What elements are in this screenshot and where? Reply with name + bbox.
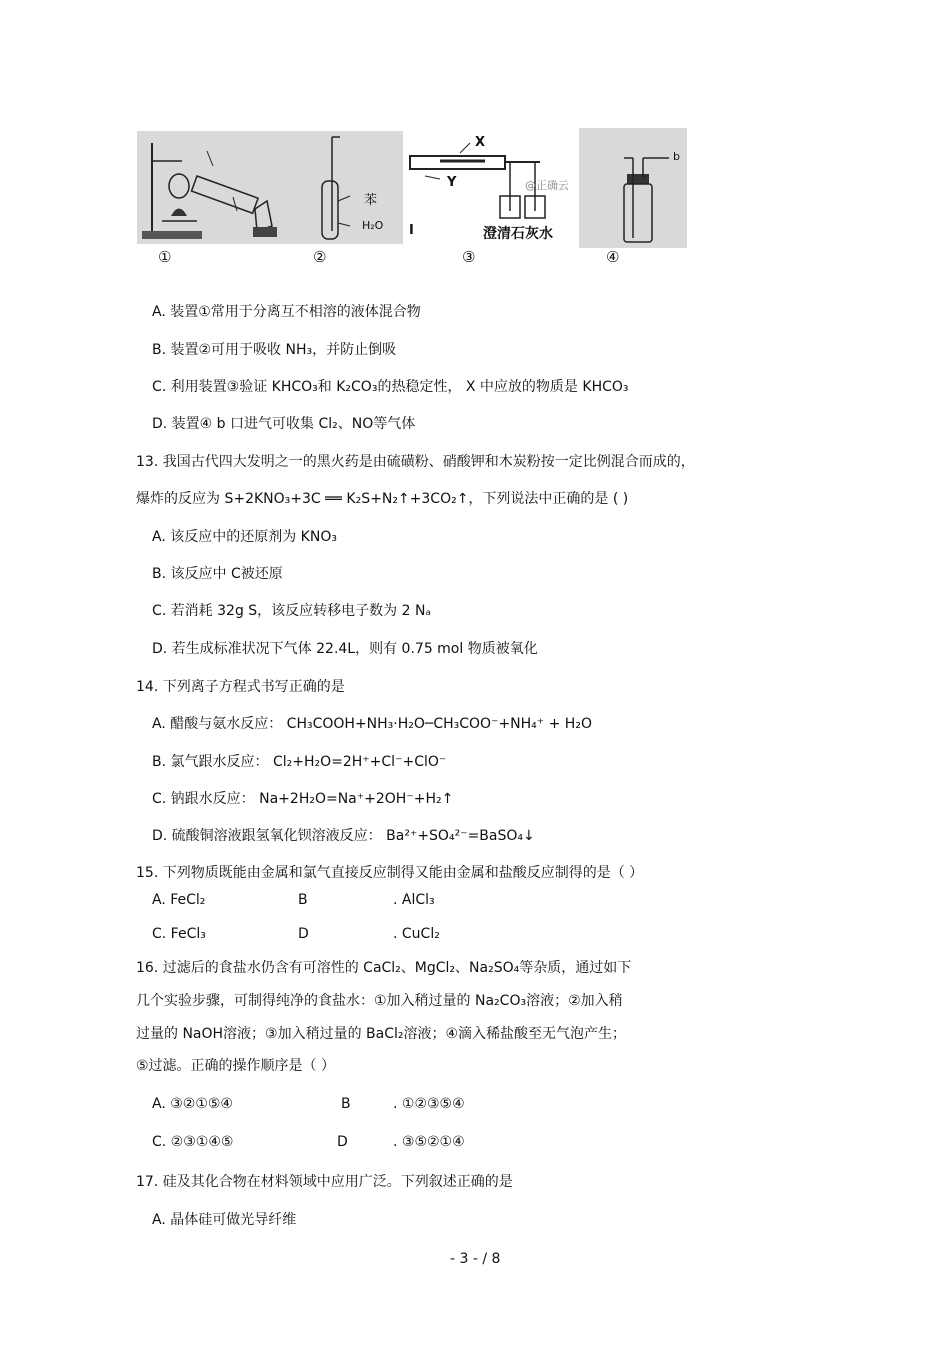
q14-option-d: D. 硫酸铜溶液跟氢氧化钡溶液反应： Ba²⁺+SO₄²⁻=BaSO₄↓ xyxy=(152,828,535,844)
q17-option-a: A. 晶体硅可做光导纤维 xyxy=(152,1212,297,1228)
benzene-label: 苯 xyxy=(364,193,378,208)
q17-stem: 17. 硅及其化合物在材料领域中应用广泛。下列叙述正确的是 xyxy=(136,1174,513,1190)
q12-option-d: D. 装置④ b 口进气可收集 Cl₂、NO等气体 xyxy=(152,416,416,432)
y-label: Y xyxy=(447,175,457,190)
test-tube-drawing xyxy=(302,131,403,244)
q16-stem-line3: 过量的 NaOH溶液；③加入稍过量的 BaCl₂溶液；④滴入稀盐酸至无气泡产生； xyxy=(136,1026,627,1042)
q14-option-c: C. 钠跟水反应： Na+2H₂O=Na⁺+2OH⁻+H₂↑ xyxy=(152,791,454,807)
q15-option-c: C. FeCl₃ xyxy=(152,926,206,942)
q15-option-d-letter: D xyxy=(298,926,309,942)
q15-option-b-letter: B xyxy=(298,892,308,908)
figure-label-2: ② xyxy=(313,248,327,266)
q13-stem-line1: 13. 我国古代四大发明之一的黑火药是由硫磺粉、硝酸钾和木炭粉按一定比例混合而成的， xyxy=(136,454,695,470)
figure-gas-bottle xyxy=(579,128,687,248)
roman-one-label: I xyxy=(409,223,414,238)
page-number: - 3 - / 8 xyxy=(450,1251,501,1267)
q16-stem-line2: 几个实验步骤，可制得纯净的食盐水：①加入稍过量的 Na₂CO₃溶液；②加入稍 xyxy=(136,993,623,1009)
q16-option-d-value: . ③⑤②①④ xyxy=(393,1134,465,1150)
q15-option-a: A. FeCl₂ xyxy=(152,892,206,908)
figure-label-3: ③ xyxy=(462,248,476,266)
q12-option-a: A. 装置①常用于分离互不相溶的液体混合物 xyxy=(152,304,421,320)
q15-stem: 15. 下列物质既能由金属和氯气直接反应制得又能由金属和盐酸反应制得的是（ ） xyxy=(136,865,644,881)
q13-option-a: A. 该反应中的还原剂为 KNO₃ xyxy=(152,529,337,545)
q15-option-d-value: . CuCl₂ xyxy=(393,926,440,942)
q16-option-b-letter: B xyxy=(341,1096,351,1112)
distillation-apparatus-drawing xyxy=(137,131,302,244)
q13-option-d: D. 若生成标准状况下气体 22.4L，则有 0.75 mol 物质被氧化 xyxy=(152,641,538,657)
water-label: H₂O xyxy=(362,219,384,232)
x-label: X xyxy=(475,135,486,150)
figure-heating-tube xyxy=(405,131,575,244)
q13-option-b: B. 该反应中 C被还原 xyxy=(152,566,283,582)
q13-stem-line2: 爆炸的反应为 S+2KNO₃+3C ══ K₂S+N₂↑+3CO₂↑，下列说法中正确的是 ( ) xyxy=(136,491,629,507)
q16-option-b-value: . ①②③⑤④ xyxy=(393,1096,465,1112)
figure-label-1: ① xyxy=(158,248,172,266)
q16-option-a: A. ③②①⑤④ xyxy=(152,1096,233,1112)
q14-option-b: B. 氯气跟水反应： Cl₂+H₂O=2H⁺+Cl⁻+ClO⁻ xyxy=(152,754,447,770)
figure-label-4: ④ xyxy=(606,248,620,266)
figure-test-tube xyxy=(302,131,403,244)
q16-stem-line1: 16. 过滤后的食盐水仍含有可溶性的 CaCl₂、MgCl₂、Na₂SO₄等杂质，通过如下 xyxy=(136,960,632,976)
q14-stem: 14. 下列离子方程式书写正确的是 xyxy=(136,679,345,695)
q15-option-b-value: . AlCl₃ xyxy=(393,892,435,908)
q14-option-a: A. 醋酸与氨水反应： CH₃COOH+NH₃·H₂O─CH₃COO⁻+NH₄⁺ + H₂O xyxy=(152,716,592,732)
watermark: @正确云 xyxy=(525,179,569,192)
q16-option-c: C. ②③①④⑤ xyxy=(152,1134,234,1150)
figure-distillation xyxy=(137,131,302,244)
q12-option-c: C. 利用装置③验证 KHCO₃和 K₂CO₃的热稳定性， X 中应放的物质是 KHCO₃ xyxy=(152,379,629,395)
q13-option-c: C. 若消耗 32g S，该反应转移电子数为 2 Nₐ xyxy=(152,603,431,619)
gas-bottle-drawing xyxy=(579,128,687,248)
q12-option-b: B. 装置②可用于吸收 NH₃，并防止倒吸 xyxy=(152,342,397,358)
q16-stem-line4: ⑤过滤。正确的操作顺序是（ ） xyxy=(136,1058,336,1074)
lime-water-label: 澄清石灰水 xyxy=(483,226,553,242)
q16-option-d-letter: D xyxy=(337,1134,348,1150)
b-port-label: b xyxy=(673,150,680,163)
